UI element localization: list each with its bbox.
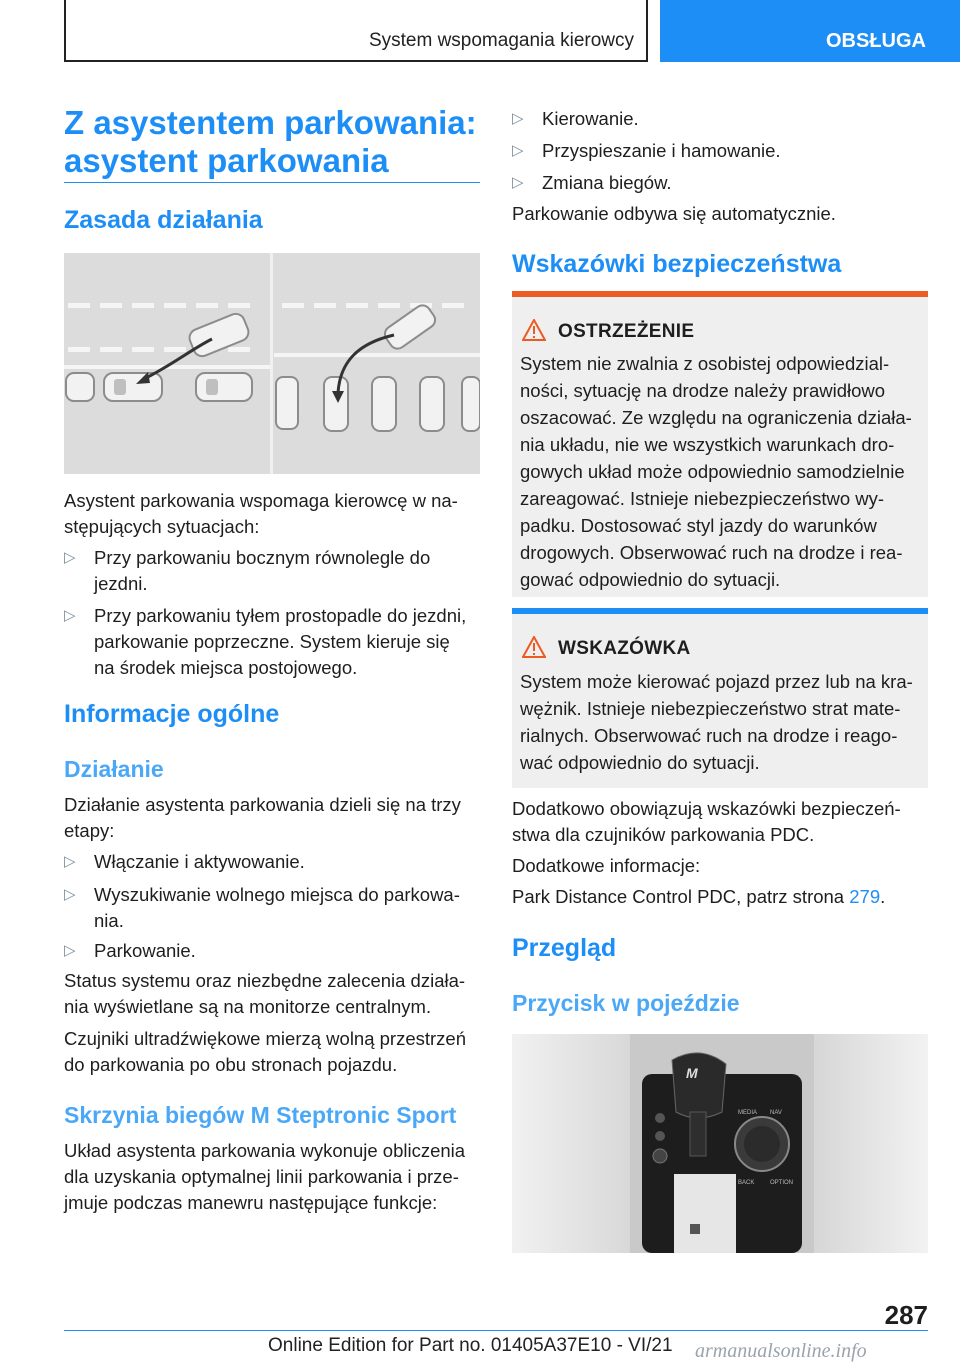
list-item-text: jezdni.: [94, 573, 148, 594]
warning-bar: [512, 291, 928, 297]
list-item-text: Włączanie i aktywowanie.: [94, 851, 305, 872]
warning-line: padku. Dostosować styl jazdy do warunków: [520, 515, 877, 536]
warning-line: nia układu, nie we wszystkich warunkach dro-: [520, 434, 895, 455]
bullet-triangle-icon: ▷: [64, 942, 76, 959]
page-title-line1: Z asystentem parkowania:: [64, 104, 477, 141]
status-text: [64, 968, 480, 1020]
list-item: [64, 545, 480, 597]
skrzynia-line: Układ asystenta parkowania wykonuje obliczenia: [64, 1140, 466, 1161]
heading-przycisk: Przycisk w pojeździe: [512, 990, 740, 1016]
footer-rule: [64, 1330, 928, 1331]
auto-text: Parkowanie odbywa się automatycznie.: [512, 203, 836, 224]
warning-line: gować odpowiednio do sytuacji.: [520, 569, 781, 590]
list-item-text: na środek miejsca postojowego.: [94, 657, 358, 678]
chapter-tab-label: OBSŁUGA: [826, 30, 926, 52]
warning-line: gowych układ może odpowiednio samodzielnie: [520, 461, 905, 482]
warning-triangle-icon: [522, 319, 546, 341]
list-item: [64, 603, 480, 681]
bullet-triangle-icon: ▷: [64, 886, 76, 903]
running-header: [64, 0, 648, 62]
czujniki-line: Czujniki ultradźwiękowe mierzą wolną przestrzeń: [64, 1028, 467, 1049]
note-bar: [512, 608, 928, 614]
list-item-text: parkowanie poprzeczne. System kieruje się: [94, 631, 450, 652]
parking-illustration: [64, 253, 480, 474]
warning-title: OSTRZEŻENIE: [558, 321, 695, 342]
warning-triangle-icon: [522, 636, 546, 658]
watermark: armanualsonline.info: [695, 1340, 867, 1362]
page-number: 287: [884, 1300, 928, 1330]
czujniki-line: do parkowania po obu stronach pojazdu.: [64, 1054, 398, 1075]
nav-label: NAV: [770, 1110, 782, 1116]
heading-zasada: Zasada działania: [64, 206, 263, 234]
skrzynia-text: [64, 1138, 480, 1216]
list-item-text: Przy parkowaniu bocznym równolegle do: [94, 547, 431, 568]
chapter-tab: [660, 0, 960, 62]
list-item-text: Parkowanie.: [94, 940, 196, 961]
czujniki-text: [64, 1026, 480, 1078]
option-label: OPTION: [770, 1180, 794, 1186]
list-item: [512, 106, 928, 132]
note-line: System może kierować pojazd przez lub na kra-: [520, 671, 913, 692]
skrzynia-line: dla uzyskania optymalnej linii parkowania i prze-: [64, 1166, 459, 1187]
console-photo: [512, 1034, 928, 1253]
bullet-triangle-icon: ▷: [512, 142, 524, 159]
page-link[interactable]: 279: [849, 886, 881, 907]
pdc-reference-period: .: [880, 886, 886, 907]
status-line: nia wyświetlane są na monitorze centralnym.: [64, 996, 432, 1017]
more-info-text: Dodatkowe informacje:: [512, 855, 701, 876]
note-text: [520, 668, 920, 776]
page-title-line2: asystent parkowania: [64, 142, 389, 179]
warning-line: ności, sytuację na drodze należy prawidłowo: [520, 380, 886, 401]
list-item: [512, 170, 928, 196]
intro-line: Asystent parkowania wspomaga kierowcę w na-: [64, 490, 458, 511]
bullet-triangle-icon: ▷: [64, 549, 76, 566]
note-line: wać odpowiednio do sytuacji.: [520, 752, 760, 773]
warning-line: oszacować. Ze względu na ograniczenia działa-: [520, 407, 912, 428]
title-rule: [64, 182, 480, 183]
back-label: BACK: [738, 1180, 755, 1186]
heading-skrzynia: Skrzynia biegów M Steptronic Sport: [64, 1102, 457, 1128]
list-item-text: Przy parkowaniu tyłem prostopadle do jezdni,: [94, 605, 467, 626]
list-item-text: nia.: [94, 910, 124, 931]
page-title: [64, 104, 480, 180]
list-item: [64, 882, 480, 934]
heading-informacje: Informacje ogólne: [64, 700, 280, 728]
heading-dzialanie: Działanie: [64, 756, 164, 782]
edition-text: Online Edition for Part no. 01405A37E10 - VI/21: [268, 1335, 673, 1356]
bullet-triangle-icon: ▷: [512, 110, 524, 127]
extra-line: Dodatkowo obowiązują wskazówki bezpieczeń-: [512, 798, 901, 819]
m-logo-label: M: [686, 1065, 698, 1081]
bullet-triangle-icon: ▷: [64, 853, 76, 870]
bullet-triangle-icon: ▷: [64, 607, 76, 624]
section-title: System wspomagania kierowcy: [368, 30, 634, 51]
note-line: rialnych. Obserwować ruch na drodze i reago-: [520, 725, 898, 746]
note-title: WSKAZÓWKA: [558, 638, 691, 659]
list-item-text: Przyspieszanie i hamowanie.: [542, 140, 781, 161]
skrzynia-line: jmuje podczas manewru następujące funkcje:: [64, 1192, 438, 1213]
warning-text: [520, 350, 920, 593]
list-item-text: Zmiana biegów.: [542, 172, 672, 193]
bullet-triangle-icon: ▷: [512, 174, 524, 191]
list-item: [64, 849, 480, 875]
note-box: [512, 608, 928, 788]
heading-safety: Wskazówki bezpieczeństwa: [512, 250, 842, 278]
media-label: MEDIA: [738, 1110, 758, 1116]
intro-line: stępujących sytuacjach:: [64, 516, 260, 537]
note-line: wężnik. Istnieje niebezpieczeństwo strat mate-: [520, 698, 901, 719]
dzialanie-line: etapy:: [64, 820, 115, 841]
warning-line: zareagować. Istnieje niebezpieczeństwo wy-: [520, 488, 885, 509]
list-item-text: Kierowanie.: [542, 108, 639, 129]
list-item: [512, 138, 928, 164]
dzialanie-text: [64, 792, 480, 844]
status-line: Status systemu oraz niezbędne zalecenia działa-: [64, 970, 466, 991]
dzialanie-line: Działanie asystenta parkowania dzieli się na trzy: [64, 794, 461, 815]
extra-line: stwa dla czujników parkowania PDC.: [512, 824, 815, 845]
pdc-reference: [512, 884, 928, 910]
pdc-reference-text: Park Distance Control PDC, patrz strona: [512, 886, 850, 907]
heading-przeglad: Przegląd: [512, 934, 617, 962]
warning-line: drogowych. Obserwować ruch na drodze i rea-: [520, 542, 903, 563]
extra-text: [512, 796, 928, 848]
warning-box: [512, 291, 928, 597]
list-item: [64, 938, 480, 964]
list-item-text: Wyszukiwanie wolnego miejsca do parkowa-: [94, 884, 460, 905]
warning-line: System nie zwalnia z osobistej odpowiedzial-: [520, 353, 890, 374]
intro-text: [64, 488, 480, 540]
